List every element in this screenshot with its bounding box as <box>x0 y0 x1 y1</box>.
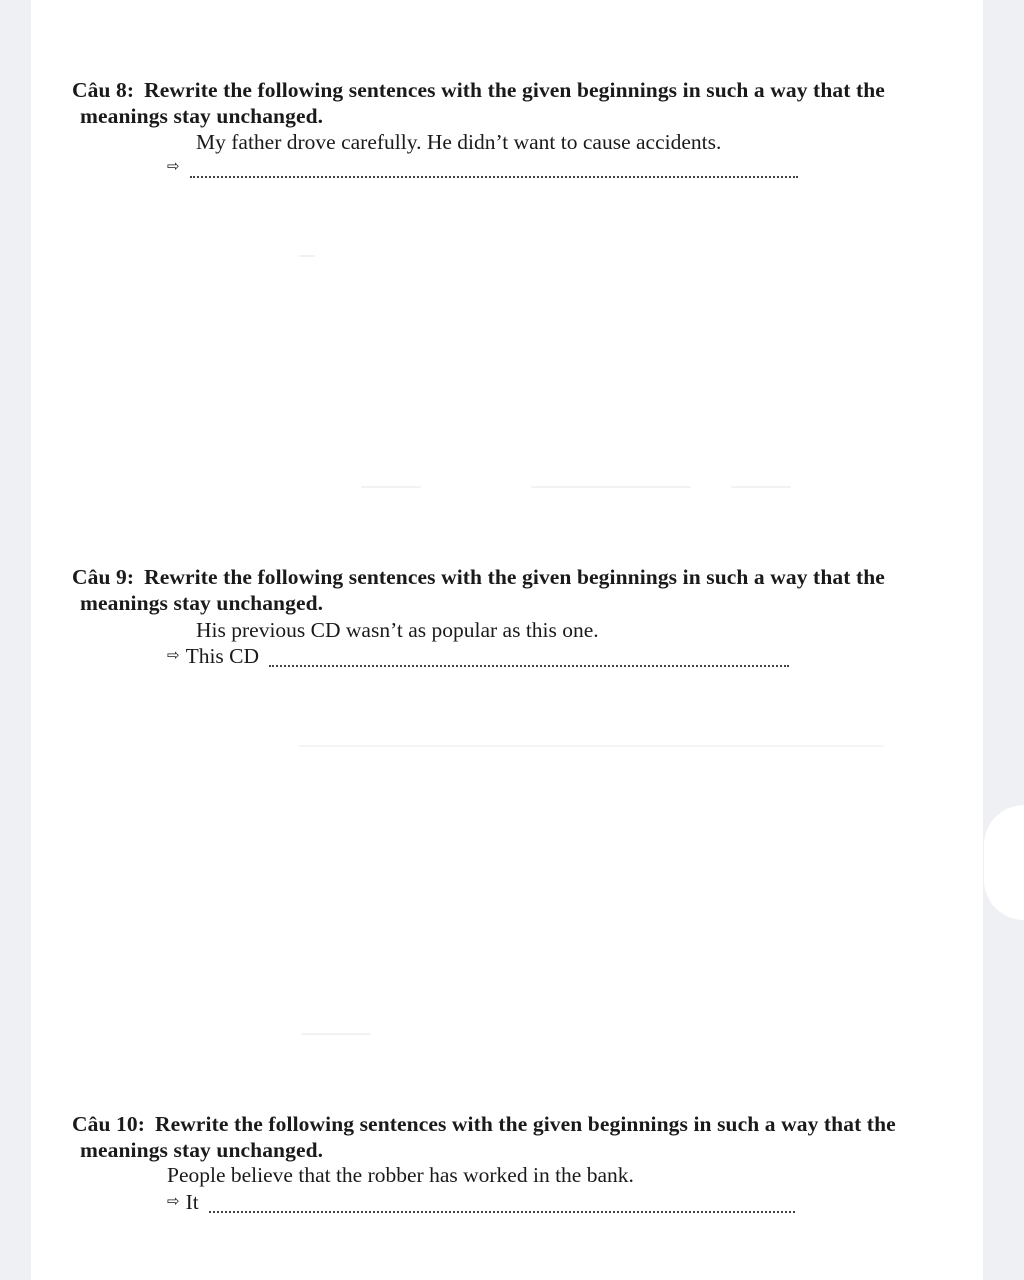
question-number: Câu 8: <box>72 78 135 102</box>
instruction-line-2: meanings stay unchanged. <box>80 104 324 128</box>
instruction-line-2: meanings stay unchanged. <box>80 1138 324 1162</box>
answer-prefix: It <box>185 1190 199 1214</box>
answer-line[interactable] <box>167 154 798 180</box>
scan-artifact <box>531 486 691 488</box>
scan-artifact <box>361 486 421 488</box>
scan-artifact <box>299 255 315 257</box>
answer-line[interactable] <box>167 643 789 669</box>
side-panel-tab[interactable] <box>984 805 1024 920</box>
question-number: Câu 9: <box>72 565 135 589</box>
instruction-line-1: Rewrite the following sentences with the given beginnings in such a way that the <box>144 565 885 589</box>
source-sentence: People believe that the robber has worked in the bank. <box>167 1163 634 1187</box>
answer-blank[interactable] <box>269 647 789 667</box>
scan-artifact <box>731 486 791 488</box>
instruction-line-2: meanings stay unchanged. <box>80 591 324 615</box>
source-sentence: My father drove carefully. He didn’t want to cause accidents. <box>196 130 722 154</box>
question-heading <box>72 564 942 616</box>
source-sentence: His previous CD wasn’t as popular as this one. <box>196 618 599 642</box>
answer-blank[interactable] <box>190 158 798 178</box>
arrow-right-icon: ⇨ <box>167 157 180 175</box>
arrow-right-icon: ⇨ <box>167 1192 180 1210</box>
scan-artifact <box>299 745 884 747</box>
answer-line[interactable] <box>167 1189 795 1215</box>
document-page <box>31 0 983 1280</box>
instruction-line-1: Rewrite the following sentences with the given beginnings in such a way that the <box>154 1112 896 1136</box>
arrow-right-icon: ⇨ <box>167 646 180 664</box>
question-number: Câu 10: <box>72 1112 145 1136</box>
question-heading <box>72 77 942 129</box>
answer-prefix: This CD <box>185 644 260 668</box>
instruction-line-1: Rewrite the following sentences with the given beginnings in such a way that the <box>144 78 885 102</box>
scan-artifact <box>301 1033 371 1035</box>
answer-blank[interactable] <box>209 1193 795 1213</box>
question-heading <box>72 1111 942 1163</box>
